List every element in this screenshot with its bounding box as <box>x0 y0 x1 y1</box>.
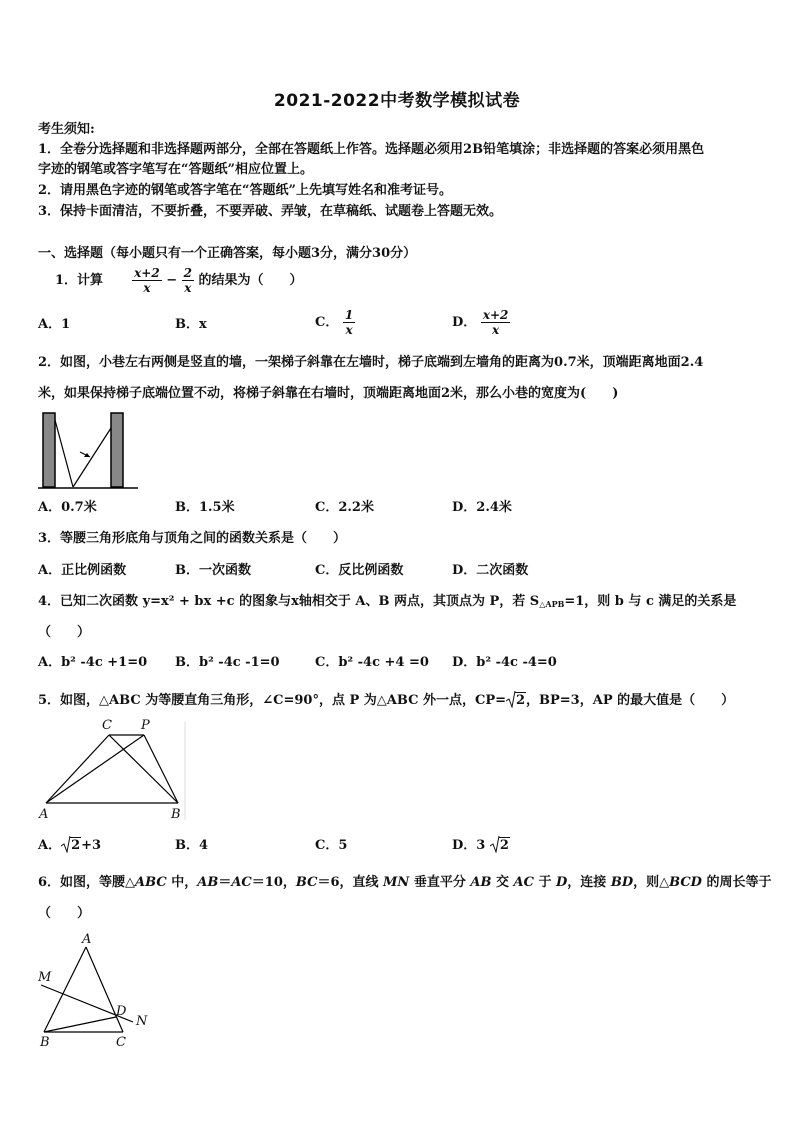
q5-triangle-figure <box>38 718 188 826</box>
label-a: A <box>82 932 92 947</box>
notice-line-2: 2．请用黑色字迹的钢笔或答字笔在“答题纸”上先填写姓名和准考证号。 <box>38 183 453 198</box>
question-1 <box>55 266 303 295</box>
q5-option-c[interactable]: C．5 <box>315 838 348 853</box>
q5-option-a[interactable]: A． 2+3 <box>38 838 102 853</box>
q3-option-d[interactable]: D．二次函数 <box>452 563 529 578</box>
q3-option-a[interactable]: A．正比例函数 <box>38 563 127 578</box>
q4-option-b[interactable]: B．b² -4c -1=0 <box>175 655 280 670</box>
label-p: P <box>141 718 150 733</box>
q2-option-c[interactable]: C．2.2米 <box>315 500 374 515</box>
q3-option-b[interactable]: B．一次函数 <box>175 563 251 578</box>
q3-text: 3．等腰三角形底角与顶角之间的函数关系是（ ） <box>38 531 347 546</box>
label-c: C <box>116 1035 126 1050</box>
label-d: D <box>116 1004 127 1019</box>
q5-option-b[interactable]: B．4 <box>175 838 209 853</box>
q1-option-b[interactable]: B．x <box>175 317 207 332</box>
sqrt-symbol: 2 <box>506 692 526 710</box>
q2-option-a[interactable]: A．0.7米 <box>38 500 97 515</box>
q4-option-a[interactable]: A．b² -4c +1=0 <box>38 655 148 670</box>
q6-text-line-2: （ ） <box>38 906 91 921</box>
label-a: A <box>39 807 49 822</box>
notice-line-1a: 1．全卷分选择题和非选择题两部分，全部在答题纸上作答。选择题必须用2B铅笔填涂；非选择题的答案必须用黑色 <box>38 142 705 157</box>
q2-line-1: 2．如图，小巷左右两侧是竖直的墙，一架梯子斜靠在左墙时，梯子底端到左墙角的距离为0.7米，顶端距离地面2.4 <box>38 355 704 370</box>
section-heading: 一、选择题（每小题只有一个正确答案，每小题3分，满分30分） <box>38 246 417 261</box>
label-b: B <box>40 1035 50 1050</box>
q1-option-c[interactable]: C． $\frac{1}{x}$ <box>315 308 354 337</box>
q1-suffix: 的结果为（ ） <box>198 273 303 288</box>
label-n: N <box>136 1014 148 1029</box>
q4-text-line-2: （ ） <box>38 625 91 640</box>
notice-heading: 考生须知: <box>38 122 95 137</box>
label-c: C <box>102 718 112 733</box>
q6-triangle-figure <box>36 932 156 1052</box>
q1-fraction-2: $\frac{2}{x}$ <box>183 266 192 295</box>
q4-option-d[interactable]: D．b² -4c -4=0 <box>452 655 557 670</box>
q4-option-c[interactable]: C．b² -4c +4 =0 <box>315 655 429 670</box>
q2-line-2: 米，如果保持梯子底端位置不动，将梯子斜靠在右墙时，顶端距离地面2米，那么小巷的宽度为( ) <box>38 386 619 401</box>
q4-text: 4．已知二次函数 y=x² + bx +c 的图象与x轴相交于 A、B 两点，其顶点为 P，若 $S_{\triangle APB}=1$，则 b 与 c 满足的关系是 <box>38 594 737 609</box>
q6-text: 6．如图，等腰△ABC 中，AB＝AC＝10，BC＝6，直线 MN 垂直平分 AB 交 AC 于 D，连接 BD，则△BCD 的周长等于 <box>38 875 772 890</box>
q2-ladder-figure <box>38 410 138 492</box>
label-m: M <box>38 970 52 985</box>
notice-line-3: 3．保持卡面清洁，不要折叠，不要弄破、弄皱，在草稿纸、试题卷上答题无效。 <box>38 204 503 219</box>
q1-fraction-1: $\frac{x+2}{x}$ <box>134 266 160 295</box>
page-title: 2021-2022中考数学模拟试卷 <box>273 91 521 111</box>
q1-option-d[interactable]: D． $\frac{x+2}{x}$ <box>452 308 509 337</box>
q5-option-d[interactable]: D．3 2 <box>452 838 509 853</box>
q5-text: 5．如图，△ABC 为等腰直角三角形，∠C=90°，点 P 为△ABC 外一点，CP= 2，BP=3，AP 的最大值是（ ） <box>38 693 735 708</box>
q2-option-d[interactable]: D．2.4米 <box>452 500 512 515</box>
q1-prefix: 1．计算 <box>55 273 104 288</box>
q1-minus: − <box>166 273 178 288</box>
q2-option-b[interactable]: B．1.5米 <box>175 500 235 515</box>
label-b: B <box>171 807 181 822</box>
q1-option-a[interactable]: A．1 <box>38 317 71 332</box>
notice-line-1b: 字迹的钢笔或答字笔写在“答题纸”相应位置上。 <box>38 162 313 177</box>
q3-option-c[interactable]: C．反比例函数 <box>315 563 404 578</box>
